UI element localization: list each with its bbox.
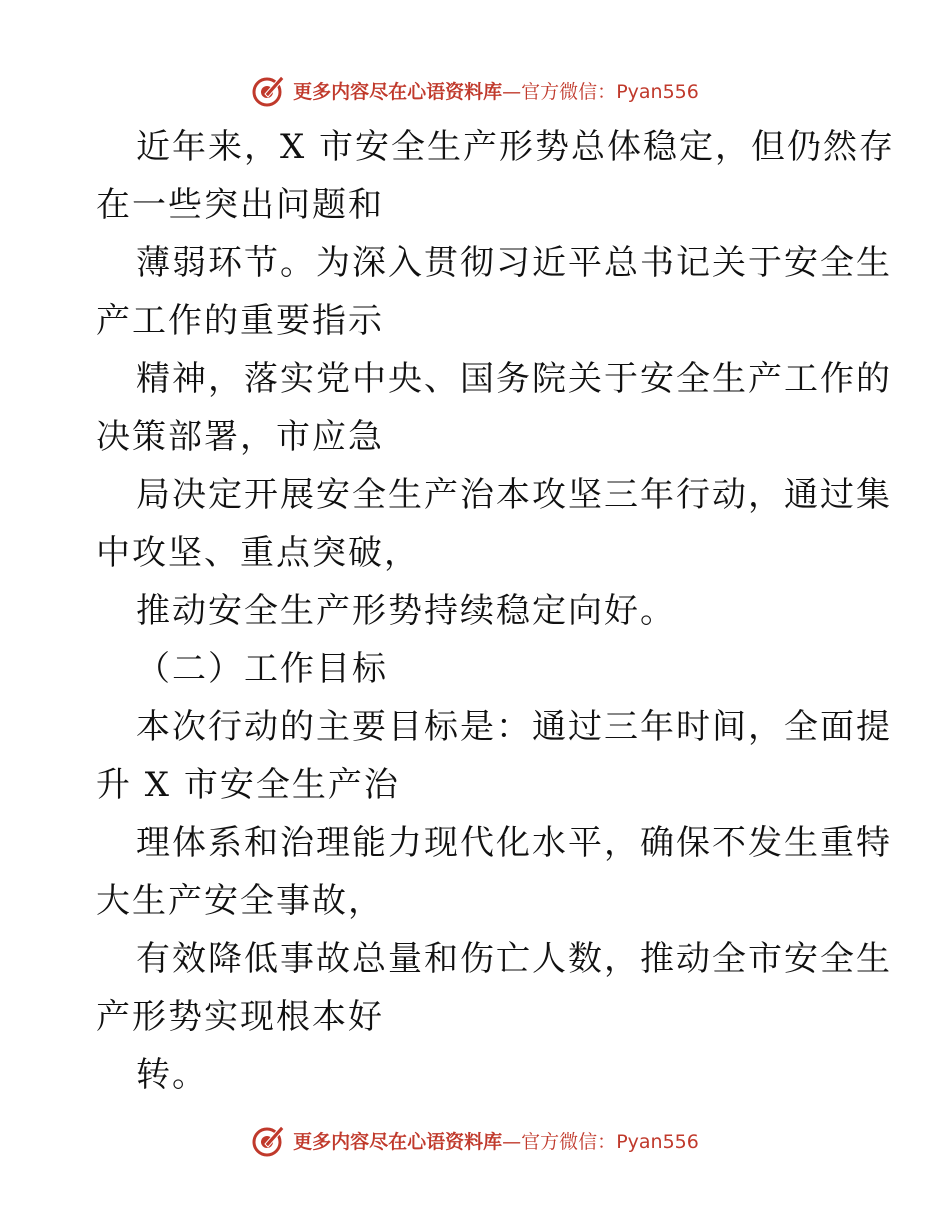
document-body xyxy=(96,118,896,1104)
footer-banner xyxy=(0,1120,950,1160)
body-line: 近年来，X 市安全生产形势总体稳定，但仍然存 xyxy=(136,127,896,167)
banner-wechat-id: Pyan556 xyxy=(616,80,699,103)
banner-separator: — xyxy=(502,1130,522,1153)
body-line: 局决定开展安全生产治本攻坚三年行动，通过集 xyxy=(136,475,892,515)
banner-title: 更多内容尽在心语资料库 xyxy=(293,1130,503,1153)
body-line: 本次行动的主要目标是：通过三年时间，全面提 xyxy=(136,707,892,747)
body-line: 精神，落实党中央、国务院关于安全生产工作的 xyxy=(136,359,892,399)
body-line: 产形势实现根本好 xyxy=(96,997,384,1037)
body-line: 理体系和治理能力现代化水平，确保不发生重特 xyxy=(136,823,892,863)
body-line: 升 X 市安全生产治 xyxy=(96,765,400,805)
header-banner xyxy=(0,70,950,110)
body-line: 产工作的重要指示 xyxy=(96,301,384,341)
pen-logo-icon xyxy=(251,72,287,108)
section-heading: （二）工作目标 xyxy=(136,649,388,689)
body-line: 推动安全生产形势持续稳定向好。 xyxy=(136,591,676,631)
banner-wechat-label: 官方微信： xyxy=(521,80,617,103)
body-line: 中攻坚、重点突破， xyxy=(96,533,420,573)
body-line: 大生产安全事故， xyxy=(96,881,384,921)
banner-text xyxy=(293,77,699,104)
banner-separator: — xyxy=(502,80,522,103)
body-line: 薄弱环节。为深入贯彻习近平总书记关于安全生 xyxy=(136,243,892,283)
banner-wechat-id: Pyan556 xyxy=(616,1130,699,1153)
banner-wechat-label: 官方微信： xyxy=(521,1130,617,1153)
body-line: 决策部署，市应急 xyxy=(96,417,384,457)
banner-title: 更多内容尽在心语资料库 xyxy=(293,80,503,103)
pen-logo-icon xyxy=(251,1122,287,1158)
banner-text xyxy=(293,1127,699,1154)
body-line: 转。 xyxy=(136,1055,208,1095)
body-line: 有效降低事故总量和伤亡人数，推动全市安全生 xyxy=(136,939,892,979)
body-line: 在一些突出问题和 xyxy=(96,185,384,225)
